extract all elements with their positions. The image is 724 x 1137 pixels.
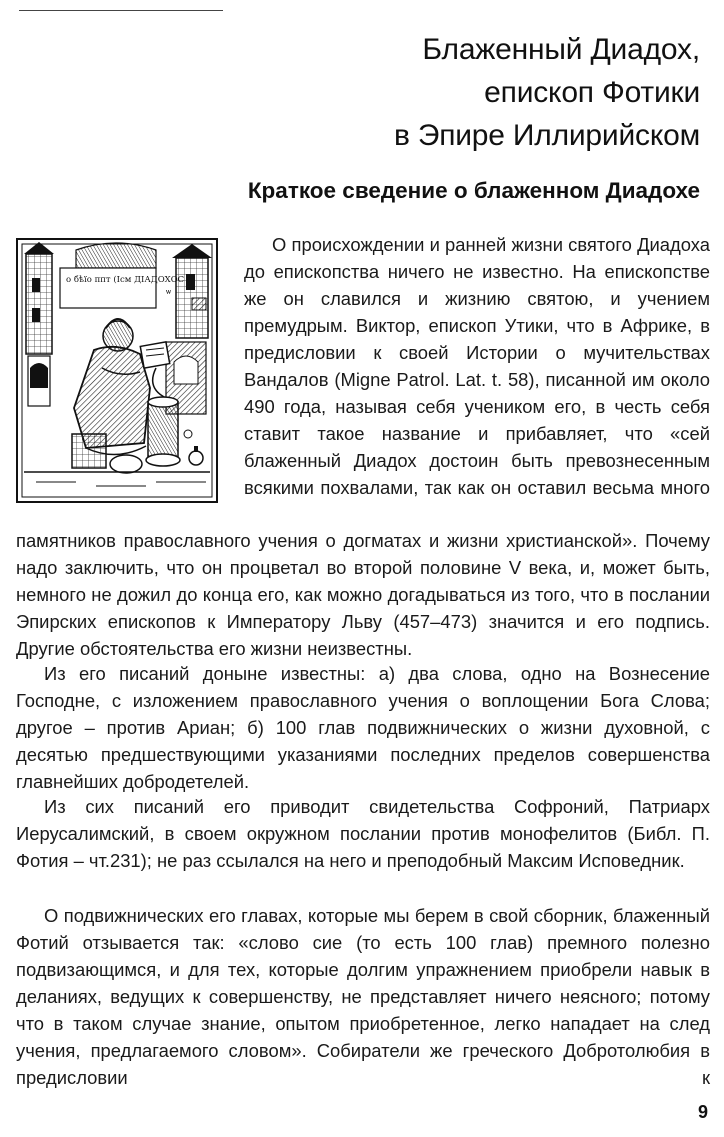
page-number: 9 [697,1102,708,1122]
illustration-label-left: о бѣїо ппт (Ісм ДІАДОХОС [66,275,185,285]
chapter-title [394,28,700,157]
section-subtitle: Краткое сведение о блаженном Диадохе [247,178,700,203]
paragraph-4: О подвижнических его главах, которые мы берем в свой сборник, блаженный Фотий отзывается так: «слово сие (то есть 100 глав) премного полезно подвизающимся, и для тех, которые долгим упражнением приобрели навык в деланиях, ведущих к совершенству, не представляет ничего неясного; потому что в таком случае знание, опытом приобретенное, легко нападает на след учения, предлагаемого словом». Собиратели же греческого Добротолюбия в предисловии к [16,905,710,1088]
paragraph-1-wrapped: О происхождении и ранней жизни святого Диадоха до епископства ничего не известно. На епископстве же он славился и жизнию святою, и учением премудрым. Виктор, епископ Утики, что в Африке, в предисловии к своей Истории о мучительствах Вандалов (Migne Patrol. Lat. t. 58), писанной им около 490 года, называя себя учеником его, в честь себя ставит такое название и прибавляет, что «сей блаженный Диадох достоин быть превознесенным всякими похвалами, так как он оставил весьма много [244,234,710,498]
title-line-2: епископ Фотики [484,76,700,109]
paragraph-3: Из сих писаний его приводит свидетельства Софроний, Патриарх Иерусалимский, в своем окружном послании против монофелитов (Библ. П. Фотия – чт.231); не раз ссылался на него и преподобный Максим Исповедник. [16,796,710,871]
paragraph-1-continued: памятников православного учения о догматах и жизни христианской». Почему надо заключить, что он процветал во второй половине V века, и, может быть, немного не дожил до конца его, как можно догадываться из того, что в послании Эпирских епископов к Императору Льву (457–473) значится и его подпись. Другие обстоятельства его жизни неизвестны. [16,530,710,659]
illustration-label-right: ѡ [166,287,172,296]
icon-engraving-icon [16,238,218,503]
paragraph-2: Из его писаний доныне известны: а) два слова, одно на Вознесение Господне, с изложением православного учения о воплощении Бога Слова; другое – против Ариан; б) 100 глав подвижнических о жизни духовной, с десятью предшествующими указаниями последних пределов совершенства главнейших добродетелей. [16,663,710,792]
title-line-1: Блаженный Диадох, [422,33,700,66]
top-rule [19,10,223,11]
title-line-3: в Эпире Иллирийском [393,119,700,152]
